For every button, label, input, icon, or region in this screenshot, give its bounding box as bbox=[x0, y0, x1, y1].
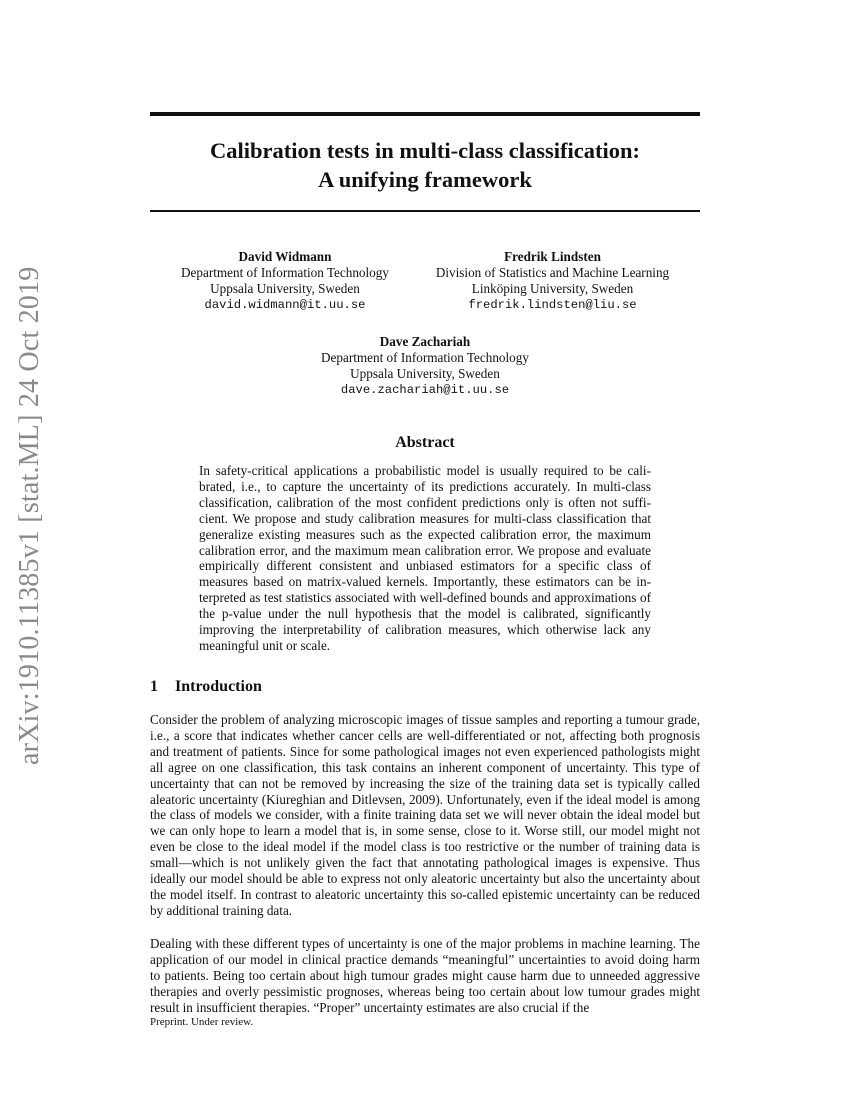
author-institution: Uppsala University, Sweden bbox=[210, 281, 360, 296]
body-paragraph: Consider the problem of analyzing microscopic images of tissue samples and reporting a tumour grade, i.e., a score that indicates whether cancer cells are well-differentiated or not, affecting both prognosis and treatment of patients. Since for some pathological images not even experienced pathologists might all agree on one classification, this task contains an inherent component of uncertainty. This type of uncertainty that can not be removed by increasing the size of the training data set is typically called aleatoric uncertainty (Kiureghian and Ditlevsen, 2009). Unfortunately, even if the ideal model is among the class of models we consider, with a finite training data set we will never obtain the ideal model but we can only hope to learn a model that is, in some sense, close to it. Worse still, our model might not even be close to the ideal model if the model class is too restrictive or the number of training data is small—which is not unlikely given the fact that annotating pathological images is expensive. Thus ideally our model should be able to express not only aleatoric uncertainty but also the uncertainty about the model itself. In contrast to aleatoric uncertainty this so-called epistemic uncertainty can be reduced by additional training data. bbox=[150, 712, 700, 918]
abstract-text: In safety-critical applications a probabilistic model is usually required to be calibrated, i.e., to capture the uncertainty of its predictions accurately. In multi-class classification, calibration of the most confident predictions only is often not sufficient. We propose and study calibration measures for multi-class classification that generalize existing measures such as the expected calibration error, the maximum calibration error, and the maximum mean calibration error. We propose and evaluate empirically different consistent and unbiased estimators for a specific class of measures based on matrix-valued kernels. Importantly, these estimators can be interpreted as test statistics associated with well-defined bounds and approximations of the p-value under the null hypothesis that the model is calibrated, significantly improving the interpretability of calibration measures, which otherwise lack any meaningful unit or scale. bbox=[199, 463, 651, 653]
author-block bbox=[300, 334, 550, 398]
footer-note: Preprint. Under review. bbox=[150, 1016, 254, 1028]
author-institution: Uppsala University, Sweden bbox=[350, 366, 500, 381]
title-line-1: Calibration tests in multi-class classification: bbox=[210, 138, 640, 163]
author-affiliation: Department of Information Technology bbox=[321, 350, 529, 365]
author-block bbox=[415, 249, 690, 313]
author-block bbox=[160, 249, 410, 313]
author-email[interactable]: dave.zachariah@it.uu.se bbox=[340, 383, 510, 397]
author-name: Dave Zachariah bbox=[379, 334, 471, 349]
author-email[interactable]: fredrik.lindsten@liu.se bbox=[468, 298, 637, 312]
author-name: Fredrik Lindsten bbox=[504, 249, 601, 264]
title-top-rule bbox=[150, 112, 700, 116]
section-number: 1 bbox=[150, 678, 158, 695]
arxiv-identifier-stamp: arXiv:1910.11385v1 [stat.ML] 24 Oct 2019 bbox=[14, 266, 45, 765]
author-institution: Linköping University, Sweden bbox=[471, 281, 634, 296]
section-heading-introduction bbox=[150, 678, 262, 696]
author-email[interactable]: david.widmann@it.uu.se bbox=[204, 298, 366, 312]
section-title: Introduction bbox=[175, 678, 262, 695]
title-line-2: A unifying framework bbox=[318, 167, 532, 192]
author-affiliation: Division of Statistics and Machine Learning bbox=[435, 265, 670, 280]
title-bottom-rule bbox=[150, 210, 700, 212]
author-name: David Widmann bbox=[238, 249, 332, 264]
paper-title bbox=[150, 136, 700, 194]
body-paragraph: Dealing with these different types of uncertainty is one of the major problems in machine learning. The application of our model in clinical practice demands “meaningful” uncertainties to avoid doing harm to patients. Being too certain about high tumour grades might cause harm due to unneeded aggressive therapies and overly pessimistic prognoses, whereas being too certain about low tumour grades might result in insufficient therapies. “Proper” uncertainty estimates are also crucial if the bbox=[150, 936, 700, 1015]
abstract-heading: Abstract bbox=[395, 434, 455, 451]
author-affiliation: Department of Information Technology bbox=[181, 265, 389, 280]
